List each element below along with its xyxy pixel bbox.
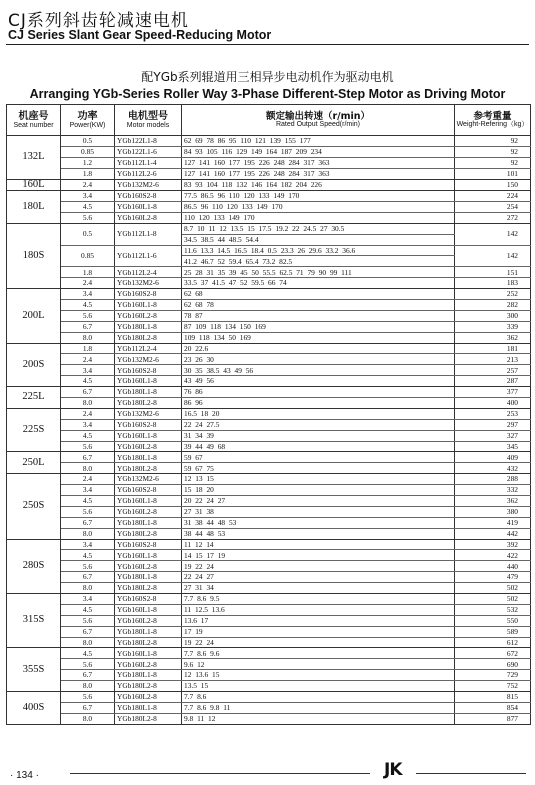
speed-cell: 62 68 [182, 289, 455, 300]
model-cell: YGb180L2-8 [115, 637, 182, 648]
weight-cell: 550 [455, 615, 531, 626]
col-model-header: 电机型号 Motor models [115, 105, 182, 136]
table-row [7, 397, 531, 408]
weight-cell: 532 [455, 604, 531, 615]
model-cell: YGb160S2-8 [115, 191, 182, 202]
seat-number-cell: 200S [7, 343, 61, 387]
weight-cell: 432 [455, 463, 531, 474]
speed-cell: 20 22 24 27 [182, 496, 455, 507]
speed-cell: 30 35 38.5 43 49 56 [182, 365, 455, 376]
power-cell: 1.2 [61, 157, 115, 168]
power-cell: 4.5 [61, 201, 115, 212]
power-cell: 8.0 [61, 713, 115, 724]
model-cell: YGb180L2-8 [115, 528, 182, 539]
model-cell: YGb132M2-6 [115, 179, 182, 191]
speed-cell: 62 69 78 86 95 110 121 139 155 177 [182, 136, 455, 147]
power-cell: 3.4 [61, 539, 115, 550]
table-header-row [7, 105, 531, 136]
speed-cell: 127 141 160 177 195 226 248 284 317 363 [182, 168, 455, 179]
weight-cell: 282 [455, 299, 531, 310]
model-cell: YGb180L2-8 [115, 681, 182, 692]
model-cell: YGb160L2-8 [115, 506, 182, 517]
speed-cell: 39 44 49 68 [182, 441, 455, 452]
speed-cell: 7.7 8.6 [182, 692, 455, 703]
model-cell: YGb180L2-8 [115, 332, 182, 343]
seat-number-cell: 160L [7, 179, 61, 191]
table-subtitle-en: Arranging YGb-Series Roller Way 3-Phase Different-Step Motor as Driving Motor [29, 87, 506, 101]
power-cell: 6.7 [61, 387, 115, 398]
speed-cell: 62 68 78 [182, 299, 455, 310]
model-cell: YGb160S2-8 [115, 289, 182, 300]
model-cell: YGb160L1-8 [115, 496, 182, 507]
seat-number-cell: 132L [7, 136, 61, 180]
seat-number-cell: 225S [7, 408, 61, 452]
table-row [7, 713, 531, 724]
model-cell: YGb132M2-6 [115, 354, 182, 365]
weight-cell: 183 [455, 278, 531, 289]
weight-cell: 729 [455, 670, 531, 681]
weight-cell: 877 [455, 713, 531, 724]
model-cell: YGb160L1-8 [115, 604, 182, 615]
speed-cell: 15 18 20 [182, 485, 455, 496]
table-row [7, 670, 531, 681]
weight-cell: 142 [455, 223, 531, 245]
page-title-cn: CJ系列斜齿轮减速电机 [8, 11, 189, 31]
weight-cell: 815 [455, 692, 531, 703]
power-cell: 4.5 [61, 604, 115, 615]
model-cell: YGb160L2-8 [115, 692, 182, 703]
seat-number-cell: 315S [7, 594, 61, 648]
power-cell: 4.5 [61, 376, 115, 387]
power-cell: 5.6 [61, 310, 115, 321]
speed-cell: 22 24 27.5 [182, 419, 455, 430]
weight-cell: 589 [455, 626, 531, 637]
weight-cell: 257 [455, 365, 531, 376]
seat-number-cell: 355S [7, 648, 61, 692]
brand-logo: JK [384, 760, 402, 780]
table-row [7, 528, 531, 539]
table-row [7, 168, 531, 179]
weight-cell: 752 [455, 681, 531, 692]
weight-cell: 297 [455, 419, 531, 430]
power-cell: 8.0 [61, 463, 115, 474]
weight-cell: 92 [455, 146, 531, 157]
power-cell: 5.6 [61, 506, 115, 517]
model-cell: YGb160L2-8 [115, 310, 182, 321]
speed-cell: 7.7 8.6 9.5 [182, 594, 455, 605]
power-cell: 8.0 [61, 583, 115, 594]
speed-cell: 34.5 38.5 44 48.5 54.4 [182, 234, 455, 245]
seat-number-cell: 180L [7, 191, 61, 224]
model-cell: YGb180L1-8 [115, 517, 182, 528]
weight-cell: 272 [455, 212, 531, 223]
speed-cell: 27 31 34 [182, 583, 455, 594]
power-cell: 2.4 [61, 278, 115, 289]
weight-cell: 92 [455, 157, 531, 168]
speed-cell: 12 13 15 [182, 474, 455, 485]
model-cell: YGb160S2-8 [115, 485, 182, 496]
speed-cell: 59 67 75 [182, 463, 455, 474]
model-cell: YGb160L1-8 [115, 299, 182, 310]
model-cell: YGb112L2-4 [115, 343, 182, 354]
speed-cell: 77.5 86.5 96 110 120 133 149 170 [182, 191, 455, 202]
table-row [7, 354, 531, 365]
speed-cell: 31 34 39 [182, 430, 455, 441]
model-cell: YGb112L1-4 [115, 157, 182, 168]
table-row [7, 659, 531, 670]
speed-cell: 84 93 105 116 129 149 164 187 209 234 [182, 146, 455, 157]
speed-cell: 87 109 118 134 150 169 [182, 321, 455, 332]
weight-cell: 151 [455, 267, 531, 278]
seat-number-cell: 225L [7, 387, 61, 409]
table-row [7, 191, 531, 202]
model-cell: YGb132M2-6 [115, 474, 182, 485]
power-cell: 2.4 [61, 408, 115, 419]
table-row [7, 681, 531, 692]
table-row [7, 452, 531, 463]
model-cell: YGb132M2-6 [115, 278, 182, 289]
weight-cell: 252 [455, 289, 531, 300]
table-row [7, 474, 531, 485]
speed-cell: 22 24 27 [182, 572, 455, 583]
model-cell: YGb160L1-8 [115, 648, 182, 659]
model-cell: YGb180L1-8 [115, 572, 182, 583]
power-cell: 0.5 [61, 136, 115, 147]
model-cell: YGb112L2-6 [115, 168, 182, 179]
table-row [7, 136, 531, 147]
table-row [7, 583, 531, 594]
speed-cell: 19 22 24 [182, 561, 455, 572]
model-cell: YGb180L2-8 [115, 463, 182, 474]
table-row [7, 146, 531, 157]
weight-cell: 419 [455, 517, 531, 528]
power-cell: 3.4 [61, 365, 115, 376]
speed-cell: 109 118 134 50 169 [182, 332, 455, 343]
model-cell: YGb112L1-8 [115, 223, 182, 245]
model-cell: YGb160S2-8 [115, 539, 182, 550]
table-row [7, 692, 531, 703]
weight-cell: 612 [455, 637, 531, 648]
speed-cell: 9.8 11 12 [182, 713, 455, 724]
speed-cell: 110 120 133 149 170 [182, 212, 455, 223]
model-cell: YGb180L1-8 [115, 626, 182, 637]
table-row [7, 648, 531, 659]
model-cell: YGb180L1-8 [115, 452, 182, 463]
table-row [7, 419, 531, 430]
model-cell: YGb160S2-8 [115, 419, 182, 430]
weight-cell: 440 [455, 561, 531, 572]
weight-cell: 142 [455, 245, 531, 267]
seat-number-cell: 280S [7, 539, 61, 593]
weight-cell: 502 [455, 583, 531, 594]
power-cell: 6.7 [61, 452, 115, 463]
model-cell: YGb160L1-8 [115, 430, 182, 441]
table-row [7, 365, 531, 376]
power-cell: 2.4 [61, 354, 115, 365]
weight-cell: 362 [455, 332, 531, 343]
table-row [7, 441, 531, 452]
weight-cell: 300 [455, 310, 531, 321]
weight-cell: 362 [455, 496, 531, 507]
table-row [7, 321, 531, 332]
weight-cell: 672 [455, 648, 531, 659]
weight-cell: 92 [455, 136, 531, 147]
weight-cell: 287 [455, 376, 531, 387]
speed-cell: 33.5 37 41.5 47 52 59.5 66 74 [182, 278, 455, 289]
table-row [7, 278, 531, 289]
power-cell: 4.5 [61, 496, 115, 507]
table-row [7, 517, 531, 528]
power-cell: 6.7 [61, 572, 115, 583]
motor-spec-table [6, 104, 531, 725]
seat-number-cell: 200L [7, 289, 61, 343]
speed-cell: 19 22 24 [182, 637, 455, 648]
weight-cell: 380 [455, 506, 531, 517]
weight-cell: 502 [455, 594, 531, 605]
model-cell: YGb180L1-8 [115, 702, 182, 713]
table-row [7, 430, 531, 441]
speed-cell: 38 44 48 53 [182, 528, 455, 539]
weight-cell: 254 [455, 201, 531, 212]
seat-number-cell: 250L [7, 452, 61, 474]
power-cell: 8.0 [61, 332, 115, 343]
table-row [7, 212, 531, 223]
power-cell: 0.5 [61, 223, 115, 245]
model-cell: YGb160L2-8 [115, 659, 182, 670]
model-cell: YGb180L2-8 [115, 713, 182, 724]
power-cell: 8.0 [61, 528, 115, 539]
power-cell: 8.0 [61, 681, 115, 692]
power-cell: 3.4 [61, 419, 115, 430]
page-number: · 134 · [10, 770, 39, 781]
power-cell: 6.7 [61, 702, 115, 713]
speed-cell: 17 19 [182, 626, 455, 637]
speed-cell: 11 12 14 [182, 539, 455, 550]
power-cell: 6.7 [61, 670, 115, 681]
table-row [7, 506, 531, 517]
model-cell: YGb180L1-8 [115, 670, 182, 681]
footer-rule [70, 773, 370, 774]
table-row [7, 201, 531, 212]
table-row [7, 594, 531, 605]
power-cell: 3.4 [61, 594, 115, 605]
power-cell: 4.5 [61, 550, 115, 561]
power-cell: 0.85 [61, 146, 115, 157]
speed-cell: 9.6 12 [182, 659, 455, 670]
model-cell: YGb122L1-6 [115, 146, 182, 157]
table-row [7, 332, 531, 343]
table-row [7, 387, 531, 398]
weight-cell: 224 [455, 191, 531, 202]
speed-cell: 86.5 96 110 120 133 149 170 [182, 201, 455, 212]
weight-cell: 332 [455, 485, 531, 496]
table-subtitle-cn: 配YGb系列辊道用三相异步电动机作为驱动电机 [141, 70, 394, 84]
power-cell: 2.4 [61, 474, 115, 485]
weight-cell: 150 [455, 179, 531, 191]
speed-cell: 86 96 [182, 397, 455, 408]
speed-cell: 43 49 56 [182, 376, 455, 387]
weight-cell: 101 [455, 168, 531, 179]
speed-cell: 8.7 10 11 12 13.5 15 17.5 19.2 22 24.5 27 30.5 [182, 223, 455, 234]
table-row [7, 496, 531, 507]
speed-cell: 31 38 44 48 53 [182, 517, 455, 528]
weight-cell: 392 [455, 539, 531, 550]
weight-cell: 690 [455, 659, 531, 670]
speed-cell: 23 26 30 [182, 354, 455, 365]
power-cell: 0.85 [61, 245, 115, 267]
speed-cell: 11 12.5 13.6 [182, 604, 455, 615]
power-cell: 2.4 [61, 179, 115, 191]
power-cell: 5.6 [61, 615, 115, 626]
table-row [7, 561, 531, 572]
model-cell: YGb180L2-8 [115, 583, 182, 594]
weight-cell: 479 [455, 572, 531, 583]
speed-cell: 11.6 13.3 14.5 16.5 18.4 0.5 23.3 26 29.6 33.2 36.6 [182, 245, 455, 256]
table-row [7, 572, 531, 583]
seat-number-cell: 250S [7, 474, 61, 539]
power-cell: 5.6 [61, 561, 115, 572]
model-cell: YGb180L2-8 [115, 397, 182, 408]
power-cell: 8.0 [61, 637, 115, 648]
model-cell: YGb160L2-8 [115, 441, 182, 452]
weight-cell: 422 [455, 550, 531, 561]
power-cell: 6.7 [61, 626, 115, 637]
power-cell: 5.6 [61, 212, 115, 223]
table-row [7, 637, 531, 648]
weight-cell: 442 [455, 528, 531, 539]
table-row [7, 157, 531, 168]
seat-number-cell: 180S [7, 223, 61, 288]
weight-cell: 339 [455, 321, 531, 332]
speed-cell: 12 13.6 15 [182, 670, 455, 681]
weight-cell: 327 [455, 430, 531, 441]
power-cell: 1.8 [61, 267, 115, 278]
table-row [7, 267, 531, 278]
model-cell: YGb180L1-8 [115, 387, 182, 398]
model-cell: YGb112L2-4 [115, 267, 182, 278]
table-row [7, 463, 531, 474]
speed-cell: 78 87 [182, 310, 455, 321]
header-divider [6, 44, 529, 45]
power-cell: 6.7 [61, 517, 115, 528]
table-row [7, 310, 531, 321]
page-title-en: CJ Series Slant Gear Speed-Reducing Motor [8, 28, 272, 42]
speed-cell: 83 93 104 118 132 146 164 182 204 226 [182, 179, 455, 191]
weight-cell: 345 [455, 441, 531, 452]
model-cell: YGb180L1-8 [115, 321, 182, 332]
power-cell: 4.5 [61, 430, 115, 441]
power-cell: 4.5 [61, 648, 115, 659]
model-cell: YGb160L1-8 [115, 201, 182, 212]
speed-cell: 59 67 [182, 452, 455, 463]
table-body [7, 136, 531, 725]
model-cell: YGb132M2-6 [115, 408, 182, 419]
speed-cell: 76 86 [182, 387, 455, 398]
power-cell: 3.4 [61, 289, 115, 300]
weight-cell: 181 [455, 343, 531, 354]
col-seat-header: 机座号 Seat number [7, 105, 61, 136]
table-row [7, 179, 531, 191]
table-row [7, 539, 531, 550]
model-cell: YGb160L2-8 [115, 615, 182, 626]
power-cell: 1.8 [61, 168, 115, 179]
speed-cell: 27 31 38 [182, 506, 455, 517]
power-cell: 5.6 [61, 692, 115, 703]
table-row [7, 299, 531, 310]
table-row [7, 223, 531, 234]
power-cell: 4.5 [61, 299, 115, 310]
speed-cell: 7.7 8.6 9.6 [182, 648, 455, 659]
table-row [7, 604, 531, 615]
weight-cell: 409 [455, 452, 531, 463]
model-cell: YGb160L2-8 [115, 212, 182, 223]
col-power-header: 功率 Power(KW) [61, 105, 115, 136]
table-row [7, 245, 531, 256]
model-cell: YGb160L1-8 [115, 550, 182, 561]
table-row [7, 626, 531, 637]
table-row [7, 289, 531, 300]
model-cell: YGb160L1-8 [115, 376, 182, 387]
speed-cell: 20 22.6 [182, 343, 455, 354]
seat-number-cell: 400S [7, 692, 61, 725]
table-row [7, 615, 531, 626]
table-row [7, 550, 531, 561]
power-cell: 3.4 [61, 191, 115, 202]
model-cell: YGb160S2-8 [115, 594, 182, 605]
power-cell: 6.7 [61, 321, 115, 332]
table-row [7, 485, 531, 496]
model-cell: YGb122L1-8 [115, 136, 182, 147]
weight-cell: 377 [455, 387, 531, 398]
speed-cell: 25 28 31 35 39 45 50 55.5 62.5 71 79 90 99 111 [182, 267, 455, 278]
weight-cell: 854 [455, 702, 531, 713]
weight-cell: 288 [455, 474, 531, 485]
power-cell: 5.6 [61, 441, 115, 452]
footer-rule-right [416, 773, 526, 774]
table-row [7, 376, 531, 387]
weight-cell: 400 [455, 397, 531, 408]
speed-cell: 7.7 8.6 9.8 11 [182, 702, 455, 713]
speed-cell: 13.5 15 [182, 681, 455, 692]
model-cell: YGb160S2-8 [115, 365, 182, 376]
power-cell: 3.4 [61, 485, 115, 496]
power-cell: 1.8 [61, 343, 115, 354]
col-weight-header: 参考重量 Weight-Refering（kg） [455, 105, 531, 136]
weight-cell: 213 [455, 354, 531, 365]
speed-cell: 41.2 46.7 52 59.4 65.4 73.2 82.5 [182, 256, 455, 267]
table-row [7, 702, 531, 713]
weight-cell: 253 [455, 408, 531, 419]
speed-cell: 14 15 17 19 [182, 550, 455, 561]
table-row [7, 343, 531, 354]
speed-cell: 13.6 17 [182, 615, 455, 626]
speed-cell: 16.5 18 20 [182, 408, 455, 419]
power-cell: 5.6 [61, 659, 115, 670]
col-speed-header: 额定输出转速（r/min） Rated Output Speed(r/min) [182, 105, 455, 136]
model-cell: YGb160L2-8 [115, 561, 182, 572]
speed-cell: 127 141 160 177 195 226 248 284 317 363 [182, 157, 455, 168]
table-row [7, 408, 531, 419]
power-cell: 8.0 [61, 397, 115, 408]
model-cell: YGb112L1-6 [115, 245, 182, 267]
